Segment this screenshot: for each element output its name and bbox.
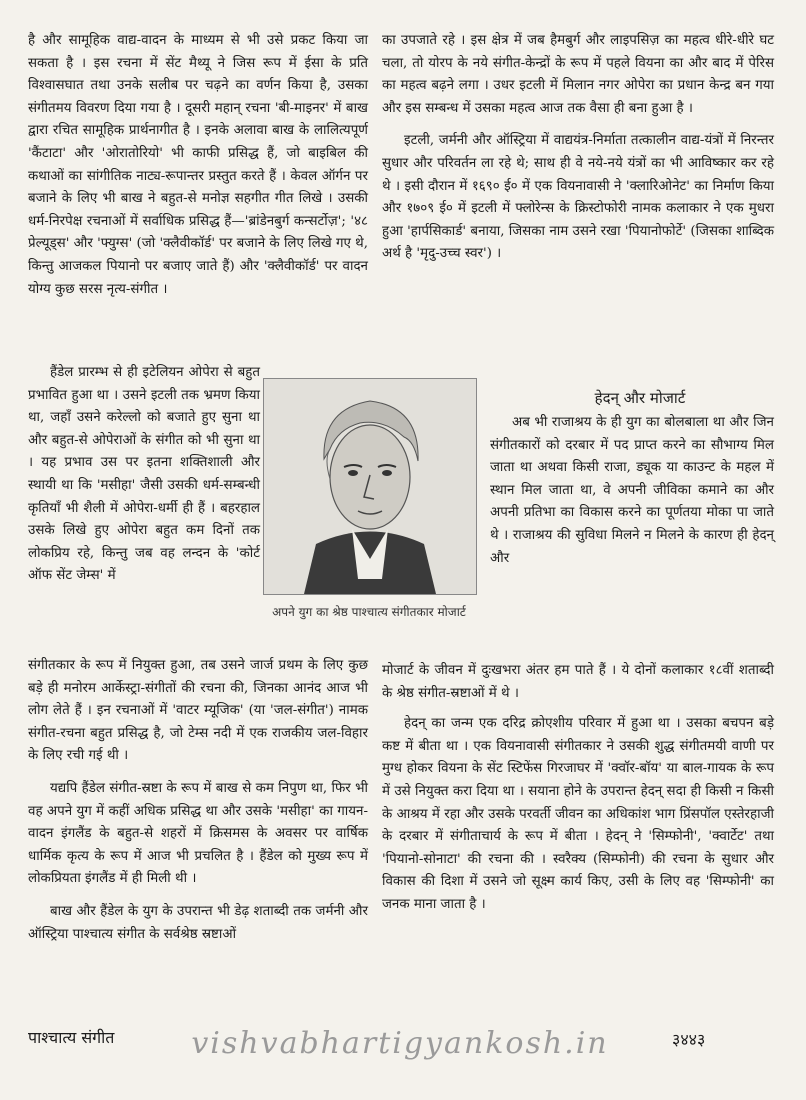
running-footer-title: पाश्चात्य संगीत <box>28 1028 115 1047</box>
paragraph: का उपजाते रहे । इस क्षेत्र में जब हैमबुर्ग और लाइपसिज़ का महत्व धीरे-धीरे घट चला, तो योरप के नये संगीत-केन्द्रों के रूप में पहले वियना का और बाद में पेरिस का महत्व बढ़ने लगा । उधर इटली में मिलान नगर ओपेरा का प्रधान केन्द्र बन गया और इस सम्बन्ध में उसका महत्व आज तक वैसा ही बना हुआ है । <box>382 33 774 116</box>
left-column-top <box>28 30 368 301</box>
page-number: ३४४३ <box>672 1030 706 1049</box>
section-heading: हेदन् और मोजार्ट <box>594 389 686 407</box>
paragraph: यद्यपि हैंडेल संगीत-स्रष्टा के रूप में बाख से कम निपुण था, फिर भी वह अपने युग में कहीं अधिक प्रसिद्ध था और उसके 'मसीहा' का गायन-वादन इंगलैंड के बहुत-से शहरों में क्रिसमस के अवसर पर वार्षिक धार्मिक कृत्य के रूप में आज भी प्रचलित है । हैंडेल को मुख्य रूप में लोकप्रियता इंगलैंड में ही मिली थी । <box>28 780 368 887</box>
right-column-bottom <box>382 660 774 925</box>
paragraph: मोजार्ट के जीवन में दुःखभरा अंतर हम पाते हैं । ये दोनों कलाकार १८वीं शताब्दी के श्रेष्ठ संगीत-स्रष्टाओं में थे । <box>382 663 774 701</box>
page-footer <box>0 1018 806 1078</box>
watermark: vishvabhartigyankosh.in <box>191 1026 609 1061</box>
paragraph: संगीतकार के रूप में नियुक्त हुआ, तब उसने जार्ज प्रथम के लिए कुछ बड़े ही मनोरम आर्केस्ट्रा-संगीतों की रचना की, जिनका आनंद आज भी लोग लेते हैं । इन रचनाओं में 'वाटर म्यूजिक' (या 'जल-संगीत') नामक संगीत-रचना बहुत प्रसिद्ध है, जो टेम्स नदी में एक राजकीय जल-विहार के लिए रची गई थी । <box>28 658 368 764</box>
left-column-bottom <box>28 655 368 956</box>
right-column-top <box>382 30 774 276</box>
paragraph: बाख और हैंडेल के युग के उपरान्त भी डेढ़ शताब्दी तक जर्मनी और ऑस्ट्रिया पाश्चात्य संगीत के सर्वश्रेष्ठ स्रष्टाओं <box>28 903 368 942</box>
paragraph: इटली, जर्मनी और ऑस्ट्रिया में वाद्ययंत्र-निर्माता तत्कालीन वाद्य-यंत्रों में निरन्तर सुधार और परिवर्तन ला रहे थे; साथ ही वे नये-नये यंत्रों का भी आविष्कार कर रहे थे । इसी दौरान में १६९० ई० में एक वियनावासी ने 'क्लारिओनेट' का निर्माण किया और १७०९ ई० में इटली में फ्लोरेन्स के क्रिस्टोफोरी नामक कलाकार ने एक मुधरा हुआ 'हार्पसिकार्ड' बनाया, जिसका नाम उसने रखा 'पियानोफोर्टे' (जिसका शाब्दिक अर्थ है 'मृदु-उच्च स्वर') । <box>382 133 774 262</box>
portrait-caption: अपने युग का श्रेष्ठ पाश्चात्य संगीतकार मोजार्ट <box>272 605 466 619</box>
text-left-of-portrait <box>28 362 260 588</box>
paragraph: हैंडेल प्रारम्भ से ही इटेलियन ओपेरा से बहुत प्रभावित हुआ था । उसने इटली तक भ्रमण किया था, जहाँ उसने करेल्लो को बजाते हुए सुना था और बहुत-से ओपेराओं के संगीत को भी सुना था । यह प्रभाव उस पर इतना शक्तिशाली और स्थायी था कि 'मसीहा' जैसी उसकी धर्म-सम्बन्धी कृतियाँ भी शैली में ओपेरा-धर्मी ही हैं । बहरहाल उसके लिखे हुए ओपेरा बहुत कम दिनों तक लोकप्रिय रहे, किन्तु जब वह लन्दन के 'कोर्ट ऑफ सेंट जेम्स' में <box>28 365 260 584</box>
portrait-illustration <box>264 379 476 594</box>
paragraph: हेदन् का जन्म एक दरिद्र क्रोएशीय परिवार में हुआ था । उसका बचपन बड़े कष्ट में बीता था । एक वियनावासी संगीतकार ने उसकी शुद्ध संगीतमयी वाणी पर मुग्ध होकर वियना के सेंट स्टिफेंस गिरजाघर में 'क्वॉर-बॉय' या बाल-गायक के रूप में उसे नियुक्त करा दिया था । सयाना होने के उपरान्त हेदन् सदा ही किसी न किसी के आश्रय में रहा और उसके परवर्ती जीवन का अधिकांश भाग प्रिंसपॉल एस्तेरहाजी के दरबार में संगीताचार्य के रूप में बीता । हेदन् ने 'सिम्फोनी', 'क्वार्टेट' तथा 'पियानो-सोनाटा' की रचना की । स्वरैक्य (सिम्फोनी) की रचना के सुधार और विकास की दिशा में उसने जो सूक्ष्म कार्य किए, उसी के लिए वह 'सिम्फोनी' का जनक माना जाता है । <box>382 716 774 912</box>
paragraph: अब भी राजाश्रय के ही युग का बोलबाला था और जिन संगीतकारों को दरबार में पद प्राप्त करने का सौभाग्य मिल जाता था अथवा किसी राजा, ड्यूक या काउन्ट के महल में स्थान मिल जाता था, वे अपनी जीविका कमाने का और अपनी प्रतिभा का विकास करने का पूर्णतया मोका पा जाते थे । राजाश्रय की सुविधा मिलने न मिलने के कारण ही हेदन् और <box>490 415 774 566</box>
paragraph: है और सामूहिक वाद्य-वादन के माध्यम से भी उसे प्रकट किया जा सकता है । इस रचना में सेंट मैथ्यू ने जिस रूप में ईसा के प्रति विश्वासघात तथा उनके सलीब पर चढ़ने का वर्णन किया है, उसका संगीतमय विवरण दिया गया है । दूसरी महान् रचना 'बी-माइनर' में बाख द्वारा रचित सामूहिक प्रार्थनागीत है । इनके अलावा बाख के लालित्यपूर्ण 'कैंटाटा' और 'ओरातोरियो' भी काफी प्रसिद्ध हैं, जो बाइबिल की कथाओं का सांगीतिक नाट्य-रूपान्तर प्रस्तुत करते हैं । केवल ऑर्गन पर बजाने के लिए भी बाख ने बहुत-से मनोज्ञ सहगीत गीत लिखे । उसकी धर्म-निरपेक्ष रचनाओं में सर्वाधिक प्रसिद्ध हैं—'ब्रांडेनबुर्ग कन्सर्टोज़'; '४८ प्रेल्यूड्स' और 'फ्युग्स' (जो 'क्लैवीकॉर्ड' पर बजाने के लिए लिखे गए थे, किन्तु आजकल पियानो पर बजाए जाते हैं) और 'क्लैवीकॉर्ड' पर वादन योग्य कुछ सरस नृत्य-संगीत । <box>28 33 368 297</box>
text-right-of-portrait <box>490 412 774 570</box>
mozart-portrait <box>263 378 477 595</box>
